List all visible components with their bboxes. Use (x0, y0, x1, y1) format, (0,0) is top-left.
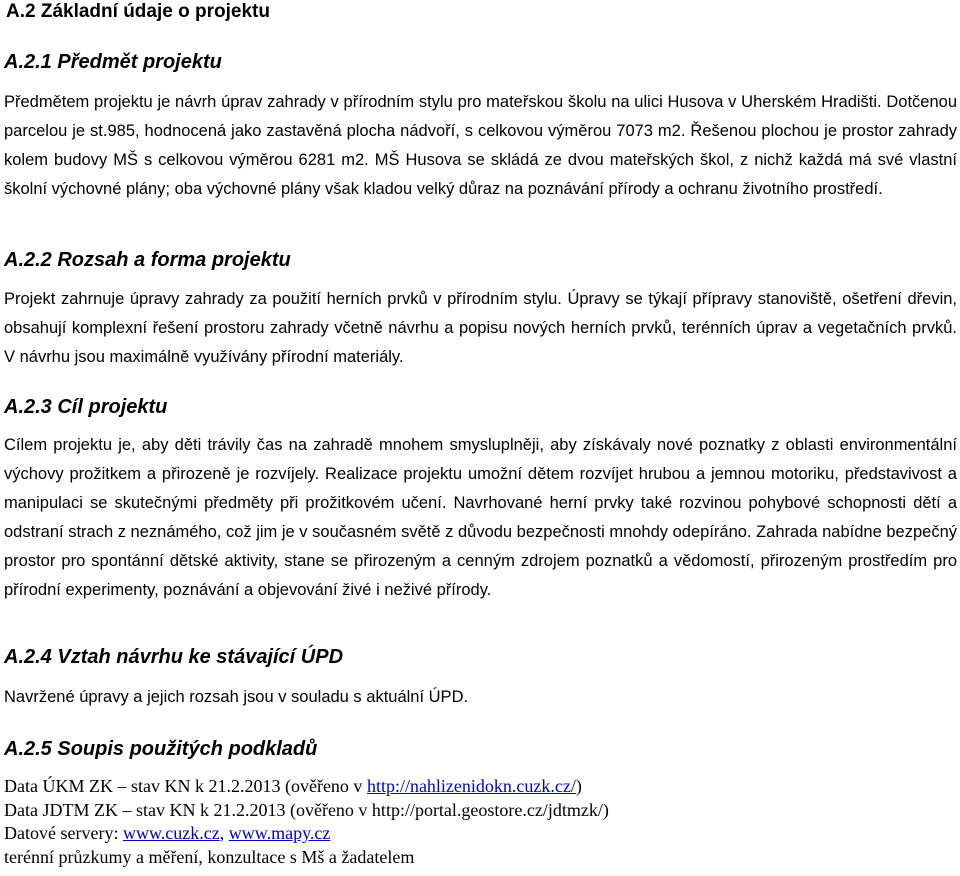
goal-heading: A.2.3 Cíl projektu (4, 396, 168, 418)
scope-paragraph: Projekt zahrnuje úpravy zahrady za použití herních prvků v přírodním stylu. Úpravy se týkají přípravy stanoviště, ošetření dřevin, obsahují komplexní řešení prostoru zahrady včetně návrhu a popisu nových herních prvků, terénních úprav a vegetačních prvků. V návrhu jsou maximálně využívány přírodní materiály. (4, 290, 957, 366)
source-ukm-suffix: ) (575, 776, 582, 796)
source-item-survey: terénní průzkumy a měření, konzultace s Mš a žadatelem (4, 846, 415, 867)
source-item-ukm (4, 775, 609, 799)
sources-list (4, 775, 609, 869)
servers-label: Datové servery: (4, 823, 123, 843)
subject-paragraph: Předmětem projektu je návrh úprav zahrady v přírodním stylu pro mateřskou školu na ulici Husova v Uherském Hradišti. Dotčenou parcelou je st.985, hodnocená jako zastavěná plocha nádvoří, s celkovou výměrou 7073 m2. Řešenou plochou je prostor zahrady kolem budovy MŠ s celkovou výměrou 6281 m2. MŠ Husova se skládá ze dvou mateřských škol, z nichž každá má své vlastní školní výchovné plány; oba výchovné plány však kladou velký důraz na poznávání přírody a ochranu životního prostředí. (4, 93, 957, 198)
section-title: A.2 Základní údaje o projektu (6, 1, 270, 22)
source-ukm-text: Data ÚKM ZK – stav KN k 21.2.2013 (ověřeno v (4, 776, 367, 796)
cuzk-nahlizeni-link[interactable]: http://nahlizenidokn.cuzk.cz/ (366, 776, 576, 796)
relation-heading: A.2.4 Vztah návrhu ke stávající ÚPD (4, 646, 344, 668)
subject-heading: A.2.1 Předmět projektu (4, 51, 222, 73)
scope-heading: A.2.2 Rozsah a forma projektu (4, 249, 291, 271)
source-item-jdtm: Data JDTM ZK – stav KN k 21.2.2013 (ověřeno v http://portal.geostore.cz/jdtmzk/) (4, 799, 609, 820)
sources-heading: A.2.5 Soupis použitých podkladů (4, 738, 318, 760)
servers-separator: , (219, 823, 229, 843)
relation-paragraph: Navržené úpravy a jejich rozsah jsou v souladu s aktuální ÚPD. (4, 688, 469, 706)
mapy-link[interactable]: www.mapy.cz (228, 823, 331, 843)
goal-paragraph: Cílem projektu je, aby děti trávily čas na zahradě mnohem smysluplněji, aby získávaly nové poznatky z oblasti environmentální výchovy prožitkem a přirozeně je rozvíjely. Realizace projektu umožní dětem rozvíjet hrubou a jemnou motoriku, představivost a manipulaci se skutečnými předměty při prožitkovém učení. Navrhované herní prvky také rozvinou pohybové schopnosti dětí a odstraní strach z neznámého, což jim je v současném světě z důvodu bezpečnosti mnohdy odepíráno. Zahrada nabídne bezpečný prostor pro spontánní dětské aktivity, stane se přirozeným a cenným zdrojem poznatků a vědomostí, přirozeným prostředím pro přírodní experimenty, poznávání a objevování živé i neživé přírody. (4, 436, 957, 599)
cuzk-link[interactable]: www.cuzk.cz (122, 823, 220, 843)
source-item-servers (4, 822, 609, 846)
